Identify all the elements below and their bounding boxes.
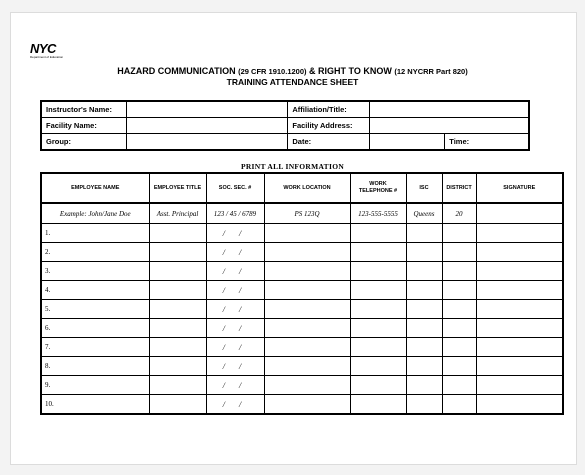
row-number-name-cell[interactable]: 10. (41, 395, 149, 415)
work-telephone-cell[interactable] (350, 319, 406, 338)
facility-name-field[interactable] (127, 118, 288, 134)
example-row (41, 203, 563, 224)
work-location-cell[interactable] (264, 300, 350, 319)
example-ssn: 123 / 45 / 6789 (206, 203, 264, 224)
employee-title-cell[interactable] (149, 224, 206, 243)
example-title: Asst. Principal (149, 203, 206, 224)
work-telephone-cell[interactable] (350, 281, 406, 300)
form-title-line2: TRAINING ATTENDANCE SHEET (226, 77, 359, 87)
col-employee-title: EMPLOYEE TITLE (149, 173, 206, 203)
district-cell[interactable] (442, 376, 476, 395)
soc-sec-cell[interactable]: / / (206, 243, 264, 262)
title-amp: & RIGHT TO KNOW (309, 66, 392, 76)
employee-title-cell[interactable] (149, 262, 206, 281)
signature-cell[interactable] (476, 376, 563, 395)
employee-title-cell[interactable] (149, 319, 206, 338)
example-isc: Queens (406, 203, 442, 224)
col-work-telephone: WORK TELEPHONE # (350, 173, 406, 203)
row-number-name-cell[interactable]: 4. (41, 281, 149, 300)
affiliation-title-label: Affiliation/Title: (288, 101, 370, 118)
work-location-cell[interactable] (264, 338, 350, 357)
attendance-row (41, 338, 563, 357)
row-number-name-cell[interactable]: 2. (41, 243, 149, 262)
employee-title-cell[interactable] (149, 357, 206, 376)
date-time-subtable (370, 134, 528, 149)
attendance-row (41, 300, 563, 319)
col-employee-name: EMPLOYEE NAME (41, 173, 149, 203)
district-cell[interactable] (442, 300, 476, 319)
affiliation-title-field[interactable] (370, 101, 529, 118)
attendance-row (41, 357, 563, 376)
isc-cell[interactable] (406, 357, 442, 376)
work-location-cell[interactable] (264, 376, 350, 395)
district-cell[interactable] (442, 338, 476, 357)
col-work-location: WORK LOCATION (264, 173, 350, 203)
soc-sec-cell[interactable]: / / (206, 281, 264, 300)
attendance-row (41, 376, 563, 395)
work-location-cell[interactable] (264, 395, 350, 415)
signature-cell[interactable] (476, 224, 563, 243)
isc-cell[interactable] (406, 376, 442, 395)
print-all-instruction: PRINT ALL INFORMATION (240, 162, 345, 171)
attendance-row (41, 395, 563, 415)
time-field[interactable] (477, 134, 528, 149)
employee-title-cell[interactable] (149, 338, 206, 357)
work-telephone-cell[interactable] (350, 376, 406, 395)
soc-sec-cell[interactable]: / / (206, 224, 264, 243)
soc-sec-cell[interactable]: / / (206, 319, 264, 338)
district-cell[interactable] (442, 243, 476, 262)
example-signature (476, 203, 563, 224)
isc-cell[interactable] (406, 243, 442, 262)
attendance-table (40, 172, 564, 415)
facility-address-label: Facility Address: (288, 118, 370, 134)
title-nycrr: (12 NYCRR Part 820) (394, 67, 468, 76)
attendance-header-row (41, 173, 563, 203)
row-number-name-cell[interactable]: 3. (41, 262, 149, 281)
soc-sec-cell[interactable]: / / (206, 262, 264, 281)
row-number-name-cell[interactable]: 5. (41, 300, 149, 319)
work-location-cell[interactable] (264, 319, 350, 338)
work-location-cell[interactable] (264, 357, 350, 376)
row-number-name-cell[interactable]: 7. (41, 338, 149, 357)
work-telephone-cell[interactable] (350, 262, 406, 281)
work-telephone-cell[interactable] (350, 338, 406, 357)
group-field[interactable] (127, 134, 288, 151)
work-telephone-cell[interactable] (350, 243, 406, 262)
group-label: Group: (41, 134, 127, 151)
row-number-name-cell[interactable]: 1. (41, 224, 149, 243)
signature-cell[interactable] (476, 338, 563, 357)
time-label: Time: (449, 137, 470, 146)
work-location-cell[interactable] (264, 281, 350, 300)
facility-address-field[interactable] (370, 118, 529, 134)
soc-sec-cell[interactable]: / / (206, 376, 264, 395)
date-label: Date: (288, 134, 370, 151)
signature-cell[interactable] (476, 357, 563, 376)
session-info-table (40, 100, 530, 151)
district-cell[interactable] (442, 262, 476, 281)
isc-cell[interactable] (406, 300, 442, 319)
employee-title-cell[interactable] (149, 395, 206, 415)
logo-subtext: Department of Education (30, 55, 64, 59)
employee-title-cell[interactable] (149, 376, 206, 395)
district-cell[interactable] (442, 395, 476, 415)
employee-title-cell[interactable] (149, 243, 206, 262)
example-district: 20 (442, 203, 476, 224)
attendance-row (41, 319, 563, 338)
title-cfr: (29 CFR 1910.1200) (238, 67, 307, 76)
date-field[interactable] (370, 134, 445, 149)
nyc-doe-logo (30, 43, 70, 60)
col-soc-sec: SOC. SEC. # (206, 173, 264, 203)
signature-cell[interactable] (476, 262, 563, 281)
soc-sec-cell[interactable]: / / (206, 300, 264, 319)
isc-cell[interactable] (406, 319, 442, 338)
work-location-cell[interactable] (264, 243, 350, 262)
signature-cell[interactable] (476, 300, 563, 319)
col-district: DISTRICT (442, 173, 476, 203)
row-number-name-cell[interactable]: 9. (41, 376, 149, 395)
isc-cell[interactable] (406, 262, 442, 281)
isc-cell[interactable] (406, 338, 442, 357)
instructor-name-label: Instructor's Name: (41, 101, 127, 118)
work-location-cell[interactable] (264, 262, 350, 281)
work-telephone-cell[interactable] (350, 224, 406, 243)
soc-sec-cell[interactable]: / / (206, 395, 264, 415)
col-signature: SIGNATURE (476, 173, 563, 203)
form-title-line1 (0, 66, 585, 76)
date-time-cell (370, 134, 529, 151)
soc-sec-cell[interactable]: / / (206, 338, 264, 357)
example-phone: 123-555-5555 (350, 203, 406, 224)
attendance-row (41, 262, 563, 281)
employee-title-cell[interactable] (149, 300, 206, 319)
row-number-name-cell[interactable]: 6. (41, 319, 149, 338)
instructor-name-field[interactable] (127, 101, 288, 118)
employee-title-cell[interactable] (149, 281, 206, 300)
example-name: Example: John/Jane Doe (41, 203, 149, 224)
district-cell[interactable] (442, 281, 476, 300)
attendance-row (41, 281, 563, 300)
facility-name-label: Facility Name: (41, 118, 127, 134)
attendance-row (41, 243, 563, 262)
isc-cell[interactable] (406, 224, 442, 243)
signature-cell[interactable] (476, 395, 563, 415)
district-cell[interactable] (442, 224, 476, 243)
title-main: HAZARD COMMUNICATION (117, 66, 236, 76)
isc-cell[interactable] (406, 395, 442, 415)
row-number-name-cell[interactable]: 8. (41, 357, 149, 376)
work-location-cell[interactable] (264, 224, 350, 243)
work-telephone-cell[interactable] (350, 395, 406, 415)
attendance-row (41, 224, 563, 243)
district-cell[interactable] (442, 319, 476, 338)
example-location: PS 123Q (264, 203, 350, 224)
signature-cell[interactable] (476, 281, 563, 300)
soc-sec-cell[interactable]: / / (206, 357, 264, 376)
work-telephone-cell[interactable] (350, 357, 406, 376)
isc-cell[interactable] (406, 281, 442, 300)
district-cell[interactable] (442, 357, 476, 376)
col-isc: ISC (406, 173, 442, 203)
work-telephone-cell[interactable] (350, 300, 406, 319)
logo-mark: NYC (30, 41, 56, 56)
signature-cell[interactable] (476, 243, 563, 262)
signature-cell[interactable] (476, 319, 563, 338)
